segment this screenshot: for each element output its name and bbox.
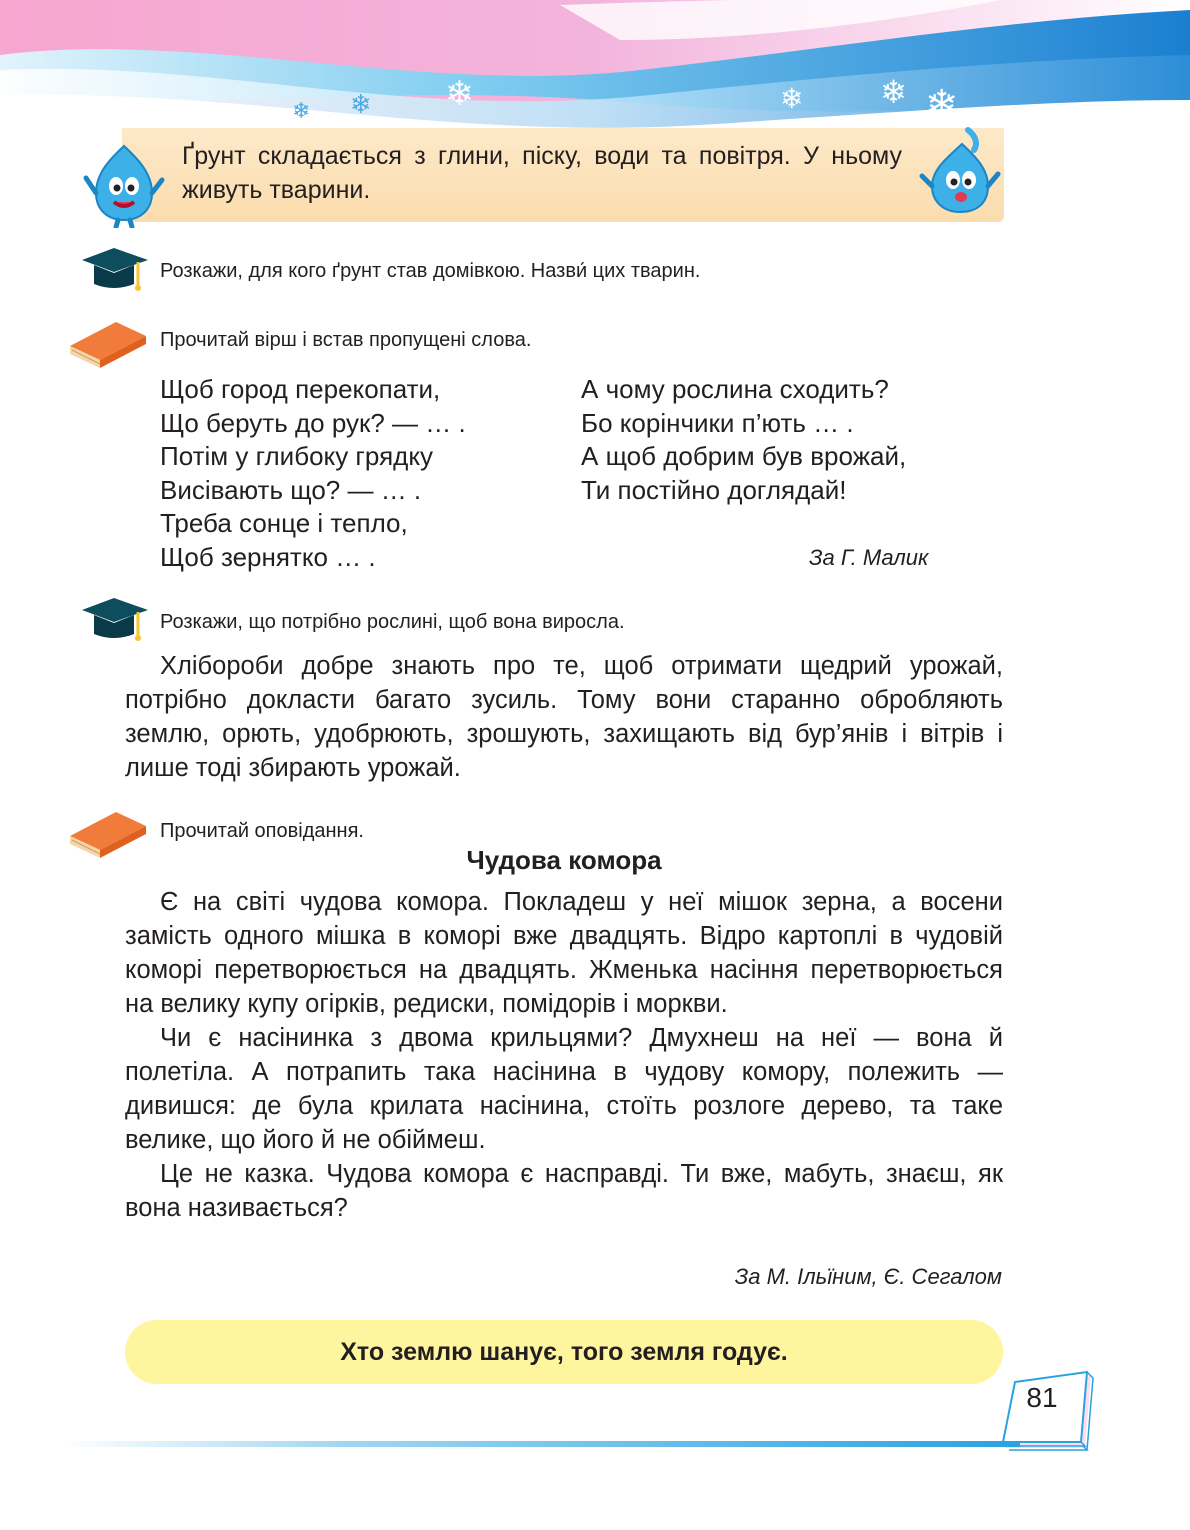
- page-number: 81: [1026, 1382, 1058, 1413]
- farmers-paragraph: [125, 649, 1003, 785]
- story-paragraph: Чи є насінинка з двома крильцями? Дмухнеш на неї — вона й полетіла. А потрапить така насінина в чудову комору, полежить — дивишся: де була крилата насінина, стоїть розлоге дерево, та таке велике, що його й не обіймеш.: [125, 1024, 1003, 1154]
- story-author: За М. Ільїним, Є. Сегалом: [734, 1264, 1002, 1289]
- proverb-banner: [125, 1320, 1003, 1384]
- poem-right-column: [581, 373, 906, 507]
- story-paragraph: Це не казка. Чудова комора є насправді. Ти вже, мабуть, знаєш, як вона називається?: [125, 1160, 1003, 1222]
- water-drop-mascot-right: [918, 124, 1002, 220]
- svg-text:❄: ❄: [880, 73, 907, 111]
- task-read-poem: Прочитай вірш і встав пропущені слова.: [160, 329, 532, 351]
- story-title: Чудова комора: [466, 845, 662, 875]
- book-icon: [66, 316, 148, 370]
- water-drop-mascot-left: [82, 138, 166, 228]
- poem-line: Щоб город перекопати,: [160, 374, 441, 404]
- svg-text:❄: ❄: [292, 99, 311, 124]
- poem-left-column: [160, 373, 466, 575]
- winter-banner: [0, 0, 1190, 140]
- graduation-cap-icon: [80, 246, 150, 292]
- poem-line: Бо корінчики п’ють … .: [581, 407, 854, 438]
- task-tell-soil-home: Розкажи, для кого ґрунт став домівкою. Назви́ цих тварин.: [160, 260, 701, 282]
- poem-line: Висівають що? — … .: [160, 474, 422, 505]
- svg-text:❄: ❄: [445, 74, 474, 114]
- poem-line: А чому рослина сходить?: [581, 374, 889, 404]
- poem-line: Треба сонце і тепло,: [160, 508, 408, 539]
- svg-text:❄: ❄: [350, 90, 372, 120]
- poem-line: Ти постійно доглядай!: [581, 474, 847, 505]
- proverb-text: Хто землю шанує, того земля годує.: [340, 1337, 788, 1366]
- story-paragraph: Є на світі чудова комора. Покладеш у неї мішок зерна, а восени замість одного мішка в коморі вже двадцять. Відро картоплі в чудовій коморі перетворюється на двадцять. Жменька насіння перетворюється на велику купу огірків, редиски, помідорів і моркви.: [125, 888, 1003, 1018]
- svg-text:❄: ❄: [780, 82, 804, 115]
- farmers-text: Хлібороби добре знають про те, щоб отримати щедрий урожай, потрібно докласти багато зусиль. Тому вони старанно обробляють землю, орють, удобрюють, зрошують, захищають від бур’янів і вітрів і лише тоді збирають урожай.: [125, 652, 1003, 782]
- svg-text:❄: ❄: [925, 82, 959, 128]
- poem-line: Що беруть до рук? — … .: [160, 407, 466, 438]
- task-tell-plant-needs: Розкажи, що потрібно рослині, щоб вона виросла.: [160, 611, 625, 633]
- poem-line: Потім у глибоку грядку: [160, 441, 433, 472]
- poem-line: Щоб зернятко … .: [160, 541, 376, 572]
- task-read-story: Прочитай оповідання.: [160, 820, 364, 842]
- graduation-cap-icon: [80, 596, 150, 642]
- poem-line: А щоб добрим був врожай,: [581, 441, 907, 472]
- fact-text: Ґрунт складається з глини, піску, води та повітря. У ньому живуть тварини.: [182, 142, 902, 204]
- poem-author: За Г. Малик: [809, 545, 929, 570]
- story-body: [125, 885, 1003, 1225]
- bottom-rule: [60, 1441, 1020, 1447]
